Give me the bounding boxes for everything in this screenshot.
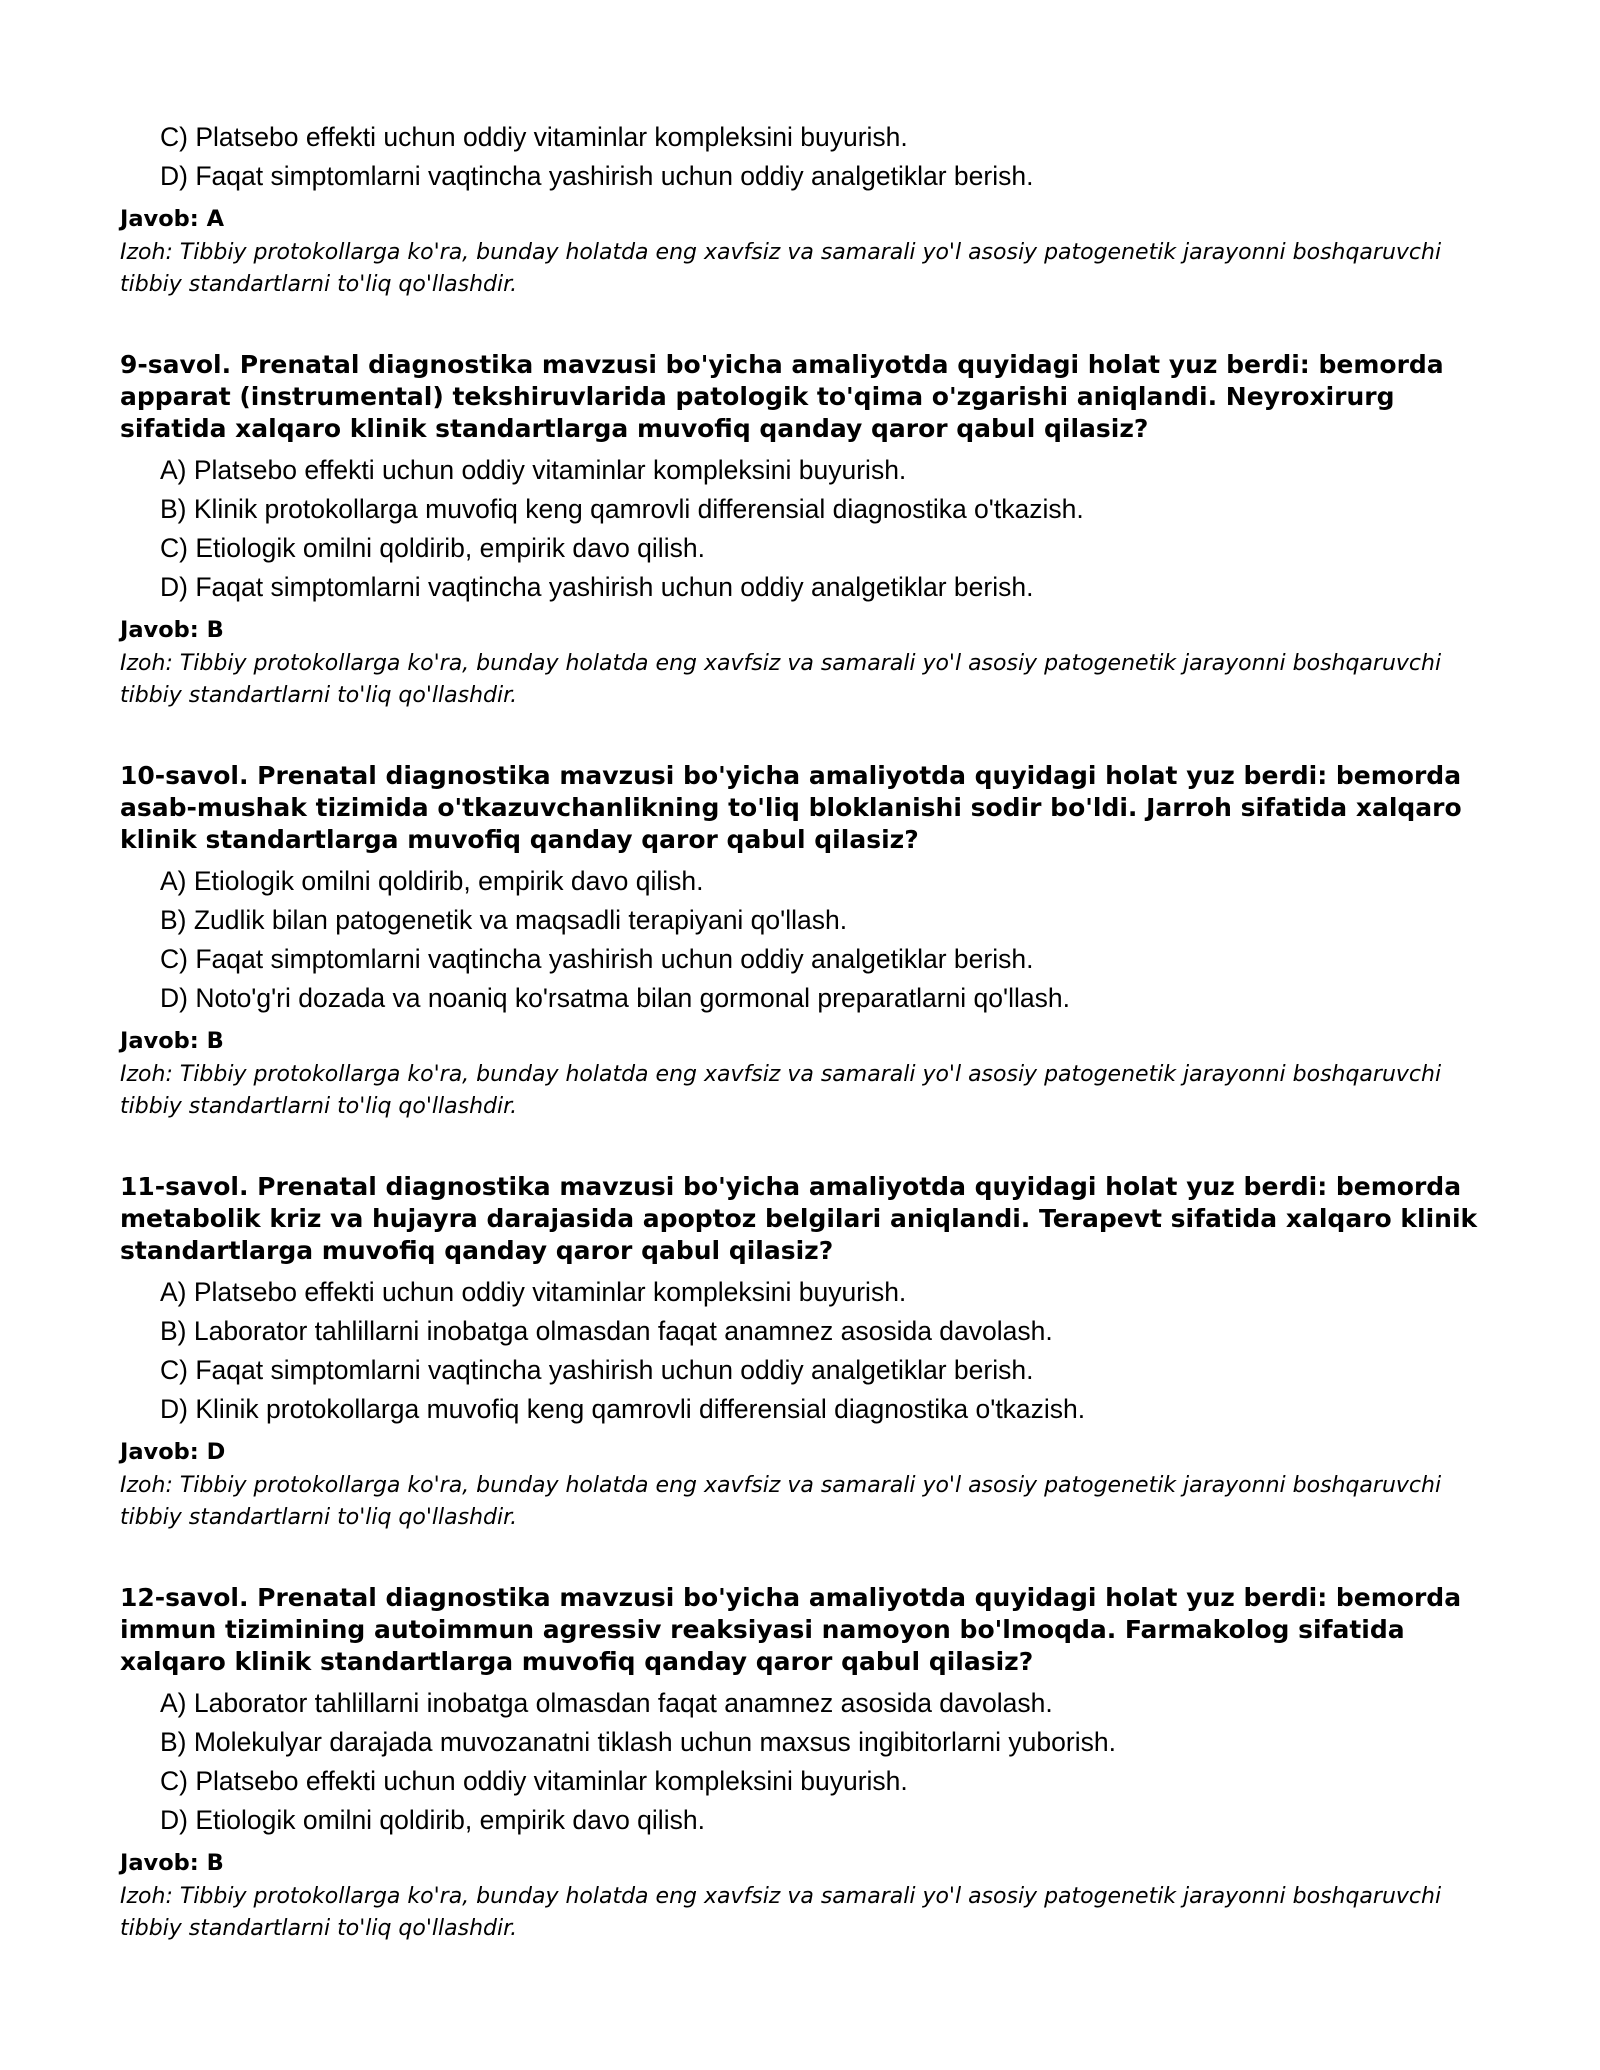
question-text: 10-savol. Prenatal diagnostika mavzusi bo'yicha amaliyotda quyidagi holat yuz berdi: bemorda asab-mushak tizimida o'tkazuvchanlikning to'liq bloklanishi sodir bo'ldi. Jarroh sifatida xalqaro klinik standartlarga muvofiq qanday qaror qabul qilasiz? <box>120 761 1462 854</box>
option-a: A) Etiologik omilni qoldirib, empirik davo qilish. <box>160 866 704 896</box>
option-list <box>120 451 1500 607</box>
answer-label: Javob: B <box>120 617 224 643</box>
question-12 <box>120 1582 1500 1945</box>
option-b: B) Klinik protokollarga muvofiq keng qamrovli differensial diagnostika o'tkazish. <box>160 494 1084 524</box>
option-list <box>120 118 1500 196</box>
question-8-continuation <box>120 118 1500 301</box>
option-a: A) Laborator tahlillarni inobatga olmasdan faqat anamnez asosida davolash. <box>160 1688 1053 1718</box>
option-d: D) Faqat simptomlarni vaqtincha yashirish uchun oddiy analgetiklar berish. <box>160 161 1034 191</box>
option-a: A) Platsebo effekti uchun oddiy vitaminlar kompleksini buyurish. <box>160 455 907 485</box>
option-d: D) Faqat simptomlarni vaqtincha yashirish uchun oddiy analgetiklar berish. <box>160 572 1034 602</box>
option-c: C) Etiologik omilni qoldirib, empirik davo qilish. <box>160 533 705 563</box>
option-c: C) Platsebo effekti uchun oddiy vitaminlar kompleksini buyurish. <box>160 122 908 152</box>
question-text: 12-savol. Prenatal diagnostika mavzusi bo'yicha amaliyotda quyidagi holat yuz berdi: bemorda immun tizimining autoimmun agressiv reaksiyasi namoyon bo'lmoqda. Farmakolog sifatida xalqaro klinik standartlarga muvofiq qanday qaror qabul qilasiz? <box>120 1583 1462 1676</box>
answer-label: Javob: D <box>120 1439 226 1465</box>
option-d: D) Etiologik omilni qoldirib, empirik davo qilish. <box>160 1805 705 1835</box>
explanation-note: Izoh: Tibbiy protokollarga ko'ra, bunday holatda eng xavfsiz va samarali yo'l asosiy patogenetik jarayonni boshqaruvchi tibbiy standartlarni to'liq qo'llashdir. <box>120 240 1442 297</box>
answer-label: Javob: A <box>120 206 225 232</box>
option-d: D) Noto'g'ri dozada va noaniq ko'rsatma bilan gormonal preparatlarni qo'llash. <box>160 983 1070 1013</box>
question-text: 9-savol. Prenatal diagnostika mavzusi bo'yicha amaliyotda quyidagi holat yuz berdi: bemorda apparat (instrumental) tekshiruvlarida patologik to'qima o'zgarishi aniqlandi. Neyroxirurg sifatida xalqaro klinik standartlarga muvofiq qanday qaror qabul qilasiz? <box>120 350 1444 443</box>
question-10 <box>120 760 1500 1123</box>
option-c: C) Platsebo effekti uchun oddiy vitaminlar kompleksini buyurish. <box>160 1766 908 1796</box>
explanation-note: Izoh: Tibbiy protokollarga ko'ra, bunday holatda eng xavfsiz va samarali yo'l asosiy patogenetik jarayonni boshqaruvchi tibbiy standartlarni to'liq qo'llashdir. <box>120 1884 1442 1941</box>
answer-label: Javob: B <box>120 1850 224 1876</box>
explanation-note: Izoh: Tibbiy protokollarga ko'ra, bunday holatda eng xavfsiz va samarali yo'l asosiy patogenetik jarayonni boshqaruvchi tibbiy standartlarni to'liq qo'llashdir. <box>120 1062 1442 1119</box>
document-page <box>120 118 1500 1945</box>
option-list <box>120 1684 1500 1840</box>
option-c: C) Faqat simptomlarni vaqtincha yashirish uchun oddiy analgetiklar berish. <box>160 944 1034 974</box>
option-d: D) Klinik protokollarga muvofiq keng qamrovli differensial diagnostika o'tkazish. <box>160 1394 1086 1424</box>
answer-label: Javob: B <box>120 1028 224 1054</box>
option-b: B) Zudlik bilan patogenetik va maqsadli terapiyani qo'llash. <box>160 905 848 935</box>
explanation-note: Izoh: Tibbiy protokollarga ko'ra, bunday holatda eng xavfsiz va samarali yo'l asosiy patogenetik jarayonni boshqaruvchi tibbiy standartlarni to'liq qo'llashdir. <box>120 1473 1442 1530</box>
question-text: 11-savol. Prenatal diagnostika mavzusi bo'yicha amaliyotda quyidagi holat yuz berdi: bemorda metabolik kriz va hujayra darajasida apoptoz belgilari aniqlandi. Terapevt sifatida xalqaro klinik standartlarga muvofiq qanday qaror qabul qilasiz? <box>120 1172 1478 1265</box>
option-b: B) Laborator tahlillarni inobatga olmasdan faqat anamnez asosida davolash. <box>160 1316 1053 1346</box>
question-9 <box>120 349 1500 712</box>
explanation-note: Izoh: Tibbiy protokollarga ko'ra, bunday holatda eng xavfsiz va samarali yo'l asosiy patogenetik jarayonni boshqaruvchi tibbiy standartlarni to'liq qo'llashdir. <box>120 651 1442 708</box>
option-a: A) Platsebo effekti uchun oddiy vitaminlar kompleksini buyurish. <box>160 1277 907 1307</box>
question-11 <box>120 1171 1500 1534</box>
option-b: B) Molekulyar darajada muvozanatni tiklash uchun maxsus ingibitorlarni yuborish. <box>160 1727 1116 1757</box>
option-list <box>120 862 1500 1018</box>
option-list <box>120 1273 1500 1429</box>
option-c: C) Faqat simptomlarni vaqtincha yashirish uchun oddiy analgetiklar berish. <box>160 1355 1034 1385</box>
